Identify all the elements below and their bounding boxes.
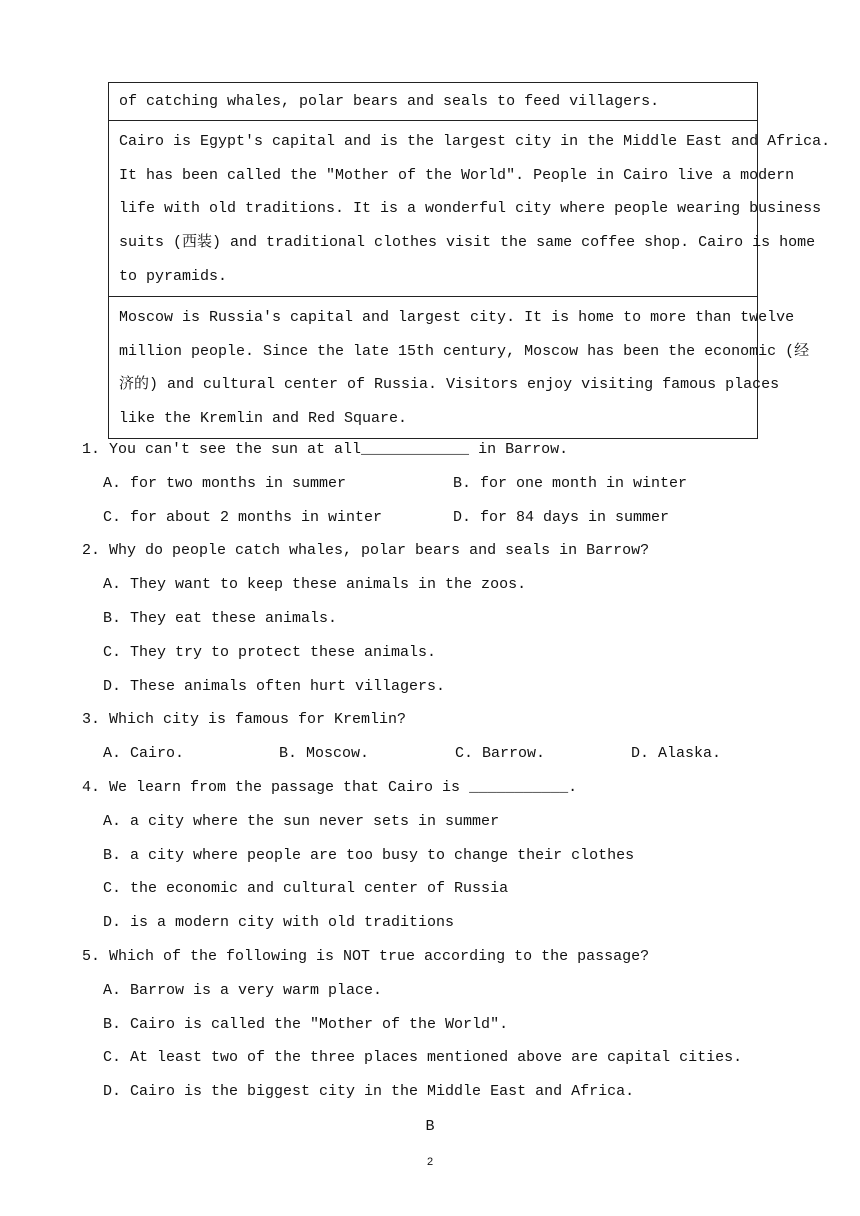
option-d: D. Cairo is the biggest city in the Middle East and Africa. xyxy=(103,1083,635,1101)
passage-line: It has been called the "Mother of the World". People in Cairo live a modern xyxy=(119,166,795,184)
passage-moscow xyxy=(109,296,810,438)
option-c: C. Barrow. xyxy=(455,745,546,763)
option-c: C. the economic and cultural center of Russia xyxy=(103,880,509,898)
option-b: B. They eat these animals. xyxy=(103,609,338,627)
passage-line: suits (西装) and traditional clothes visit the same coffee shop. Cairo is home xyxy=(119,234,816,252)
option-a: A. for two months in summer xyxy=(103,474,347,492)
option-b: B. Cairo is called the "Mother of the World". xyxy=(103,1015,509,1033)
passage-line: to pyramids. xyxy=(119,267,228,285)
option-d: D. Alaska. xyxy=(631,745,722,763)
option-c: C. for about 2 months in winter xyxy=(103,508,383,526)
passage-line: of catching whales, polar bears and seals to feed villagers. xyxy=(119,93,660,110)
question-stem: 4. We learn from the passage that Cairo is ___________. xyxy=(82,778,578,796)
option-row xyxy=(82,467,782,501)
option-c: C. They try to protect these animals. xyxy=(103,643,437,661)
option-d: D. These animals often hurt villagers. xyxy=(103,677,446,695)
question-stem: 1. You can't see the sun at all____________ in Barrow. xyxy=(82,441,569,458)
question-1 xyxy=(82,433,782,534)
passage-line: life with old traditions. It is a wonderful city where people wearing business xyxy=(119,200,822,218)
passage-barrow-ending xyxy=(109,83,757,120)
option-d: D. for 84 days in summer xyxy=(453,508,670,526)
option-row xyxy=(82,737,782,771)
passage-line: Moscow is Russia's capital and largest city. It is home to more than twelve xyxy=(119,308,795,326)
passage-cairo xyxy=(109,120,831,296)
passage-line: like the Kremlin and Red Square. xyxy=(119,410,408,428)
passage-line: 济的) and cultural center of Russia. Visitors enjoy visiting famous places xyxy=(119,376,780,394)
question-4 xyxy=(82,771,782,940)
option-a: A. They want to keep these animals in the zoos. xyxy=(103,576,527,594)
option-b: B. for one month in winter xyxy=(453,474,688,492)
option-b: B. Moscow. xyxy=(279,745,370,763)
passage-table xyxy=(108,82,831,439)
question-5 xyxy=(82,940,782,1109)
section-heading: B xyxy=(425,1118,435,1135)
question-list xyxy=(82,433,782,1109)
question-3 xyxy=(82,703,782,771)
question-stem: 3. Which city is famous for Kremlin? xyxy=(82,711,407,729)
option-c: C. At least two of the three places mentioned above are capital cities. xyxy=(103,1049,743,1067)
option-a: A. Barrow is a very warm place. xyxy=(103,981,383,999)
question-stem: 5. Which of the following is NOT true according to the passage? xyxy=(82,947,650,965)
option-a: A. Cairo. xyxy=(103,745,185,763)
question-stem: 2. Why do people catch whales, polar bears and seals in Barrow? xyxy=(82,542,650,560)
page-number: 2 xyxy=(426,1156,434,1168)
option-b: B. a city where people are too busy to change their clothes xyxy=(103,846,635,864)
question-2 xyxy=(82,534,782,703)
option-d: D. is a modern city with old traditions xyxy=(103,914,455,932)
passage-line: million people. Since the late 15th century, Moscow has been the economic (经 xyxy=(119,342,810,360)
option-a: A. a city where the sun never sets in summer xyxy=(103,812,500,830)
option-row xyxy=(82,501,782,535)
passage-line: Cairo is Egypt's capital and is the largest city in the Middle East and Africa. xyxy=(119,132,831,150)
